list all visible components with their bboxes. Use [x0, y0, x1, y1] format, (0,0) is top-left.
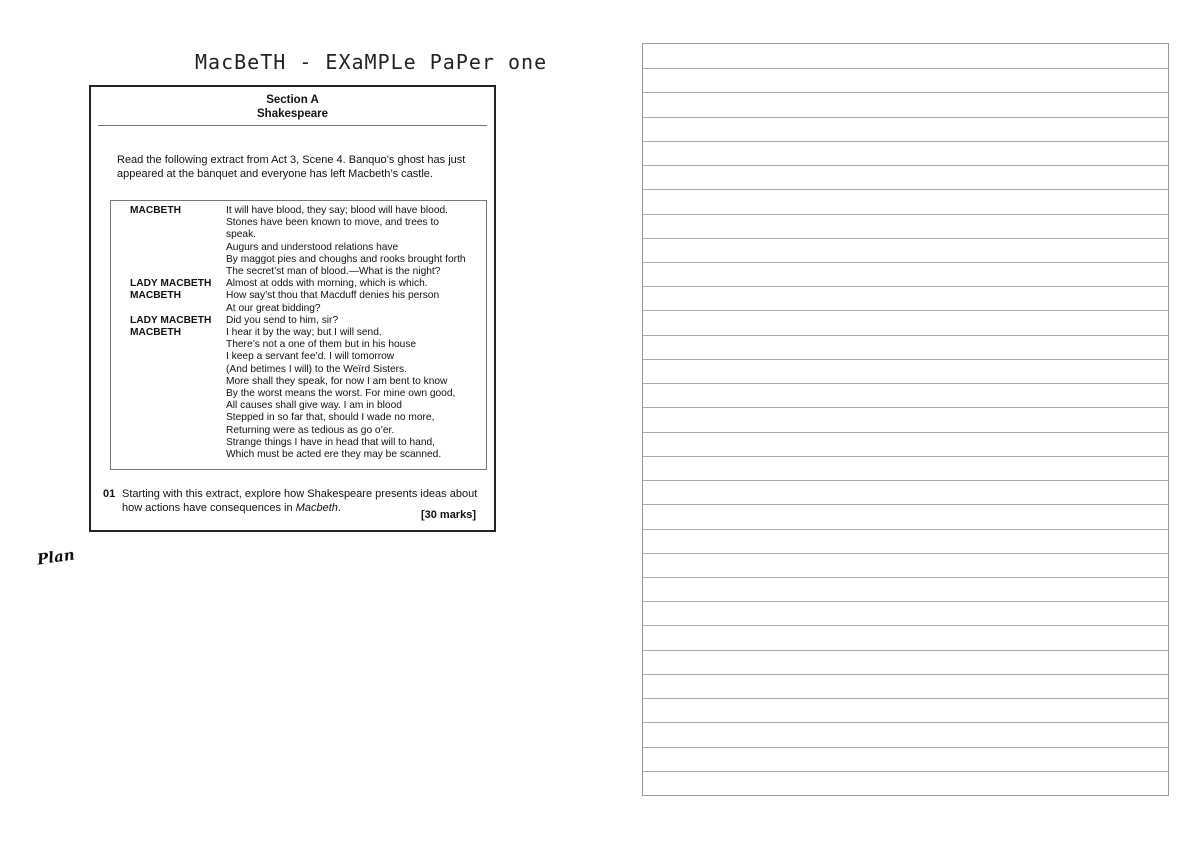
- writing-line: [643, 238, 1168, 239]
- extract-line: speak.: [226, 229, 257, 241]
- extract-line: Augurs and understood relations have: [226, 241, 399, 253]
- writing-line: [643, 286, 1168, 287]
- speaker-name: LADY MACBETH: [130, 278, 212, 290]
- question-number: 01: [103, 488, 116, 500]
- section-label: Section A: [266, 94, 319, 106]
- speaker-name: LADY MACBETH: [130, 314, 212, 326]
- writing-line: [643, 674, 1168, 675]
- writing-line: [643, 504, 1168, 505]
- writing-line: [643, 359, 1168, 360]
- extract-line: Almost at odds with morning, which is which.: [226, 278, 428, 290]
- heading-divider: [98, 125, 487, 126]
- extract-line: Which must be acted ere they may be scanned.: [226, 449, 442, 460]
- speaker-name: MACBETH: [130, 290, 181, 302]
- extract-line: (And betimes I will) to the Weïrd Sisters.: [226, 363, 407, 375]
- extract-line: Strange things I have in head that will to hand,: [226, 436, 435, 448]
- extract-line: By the worst means the worst. For mine own good,: [226, 388, 456, 399]
- writing-line: [643, 553, 1168, 554]
- writing-line: [643, 68, 1168, 69]
- writing-line: [643, 189, 1168, 190]
- exam-question-box: [89, 85, 496, 532]
- writing-line: [643, 407, 1168, 408]
- writing-line: [643, 432, 1168, 433]
- writing-line: [643, 117, 1168, 118]
- writing-line: [643, 335, 1168, 336]
- answer-lined-sheet[interactable]: [642, 43, 1169, 796]
- writing-line: [643, 383, 1168, 384]
- extract-line: It will have blood, they say; blood will have blood.: [226, 205, 448, 216]
- extract-line: Did you send to him, sir?: [226, 314, 339, 326]
- extract-line: I keep a servant fee’d. I will tomorrow: [226, 351, 395, 363]
- writing-line: [643, 698, 1168, 699]
- extract-line: How say’st thou that Macduff denies his person: [226, 290, 440, 302]
- question-text: Starting with this extract, explore how Shakespeare presents ideas about how actions have consequences in Macbeth.: [122, 488, 478, 514]
- writing-line: [643, 165, 1168, 166]
- speaker-name: MACBETH: [130, 327, 181, 338]
- writing-line: [643, 722, 1168, 723]
- writing-line: [643, 310, 1168, 311]
- writing-line: [643, 92, 1168, 93]
- writing-line: [643, 262, 1168, 263]
- extract-line: Stepped in so far that, should I wade no more,: [226, 412, 435, 424]
- extract-line: There’s not a one of them but in his house: [226, 339, 417, 351]
- writing-line: [643, 747, 1168, 748]
- speaker-name: MACBETH: [130, 205, 181, 216]
- writing-line: [643, 601, 1168, 602]
- section-heading: [91, 93, 494, 121]
- extract-box: [110, 200, 487, 470]
- extract-line: More shall they speak, for now I am bent to know: [226, 375, 448, 387]
- section-subject: Shakespeare: [257, 108, 328, 120]
- writing-line: [643, 214, 1168, 215]
- writing-line: [643, 771, 1168, 772]
- writing-line: [643, 141, 1168, 142]
- extract-intro: Read the following extract from Act 3, Scene 4. Banquo’s ghost has just appeared at the banquet and everyone has left Macbeth’s castle.: [117, 154, 466, 180]
- extract-line: I hear it by the way; but I will send.: [226, 327, 382, 338]
- plan-label: Plan: [35, 545, 76, 569]
- extract-line: All causes shall give way. I am in blood: [226, 400, 402, 412]
- play-title: Macbeth: [295, 502, 338, 514]
- writing-line: [643, 650, 1168, 651]
- extract-line: At our great bidding?: [226, 302, 321, 314]
- writing-line: [643, 529, 1168, 530]
- page-title: MacBeTH - EXaMPLe PaPer one: [195, 50, 548, 74]
- writing-line: [643, 625, 1168, 626]
- extract-line: Stones have been known to move, and trees to: [226, 217, 439, 229]
- writing-line: [643, 456, 1168, 457]
- extract-line: The secret’st man of blood.—What is the night?: [226, 266, 441, 277]
- extract-line: Returning were as tedious as go o’er.: [226, 424, 395, 436]
- marks-label: [30 marks]: [420, 509, 476, 521]
- writing-line: [643, 577, 1168, 578]
- writing-line: [643, 480, 1168, 481]
- extract-line: By maggot pies and choughs and rooks brought forth: [226, 253, 466, 265]
